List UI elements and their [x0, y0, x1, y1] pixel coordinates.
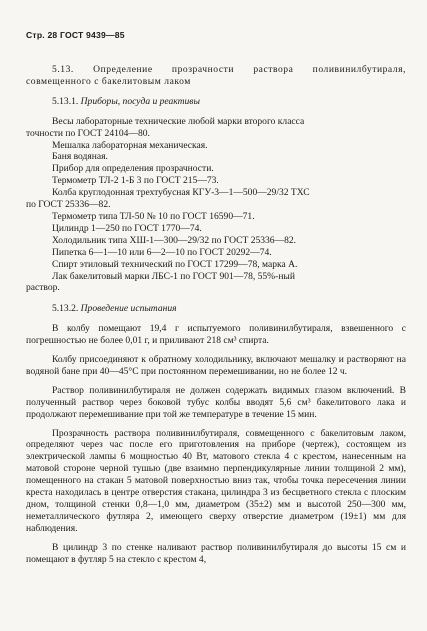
section-heading: 5.13. Определение прозрачности раствора поливинилбутираля, совмещенного с бакелитовым лаком: [26, 64, 406, 87]
paragraph: Раствор поливинилбутираля не должен содержать видимых глазом включений. В полученный раствор через боковой тубус колбы вводят 5,6 см³ бакелитового лака и продолжают перемешивание при той же температуре в течение 15 мин.: [26, 384, 406, 420]
instrument-line: Цилиндр 1—250 по ГОСТ 1770—74.: [52, 222, 202, 234]
subsection-heading-instruments: [26, 96, 406, 108]
subsection-title: Приборы, посуда и реактивы: [80, 95, 200, 107]
subsection-number: 5.13.2.: [52, 303, 79, 315]
paragraph: Колбу присоединяют к обратному холодильнику, включают мешалку и растворяют на водяной бане при 40—45°С при постоянном перемешивании, но не более 12 ч.: [26, 354, 406, 377]
instrument-line: Термометр ТЛ-2 1-Б 3 по ГОСТ 215—73.: [52, 175, 219, 187]
instrument-line: точности по ГОСТ 24104—80.: [26, 127, 150, 139]
paragraph: В колбу помещают 19,4 г испытуемого поливинилбутираля, взвешенного с погрешностью не более 0,01 г, и приливают 218 см³ спирта.: [26, 323, 406, 347]
instrument-line: по ГОСТ 25336—82.: [26, 199, 111, 211]
instrument-line: Весы лабораторные технические любой марки второго класса: [52, 115, 305, 127]
paragraph: Прозрачность раствора поливинилбутираля, совмещенного с бакелитовым лаком, определяют через час после его приготовления на приборе (чертеж), состоящем из электрической лампы 6 мощностью 40 Вт, матового стекла 4 с крестом, нанесенным на матовой стороне черной тушью (две взаимно перпендикулярные линии толщиной 2 мм), помещенного на стакан 5 матовой поверхностью вниз так, чтобы точка пересечения линии креста находилась в центре отверстия стакана, цилиндра 3 из бесцветного стекла с плоским дном, толщиной стенки 0,8—1,0 мм, диаметром (35±2) мм и высотой 250—300 мм, неметаллического футляра 2, имеющего сверху отверстие диаметром (19±1) мм для наблюдения.: [26, 427, 406, 534]
subsection-heading-procedure: [26, 303, 406, 315]
subsection-title: Проведение испытания: [80, 303, 177, 315]
instrument-line: раствор.: [26, 282, 60, 294]
instrument-line: Спирт этиловый технический по ГОСТ 17299—78, марка А.: [52, 258, 298, 270]
instrument-line: Пипетка 6—1—10 или 6—2—10 по ГОСТ 20292—74.: [52, 246, 272, 258]
instrument-line: Прибор для определения прозрачности.: [52, 163, 214, 175]
paragraph: В цилиндр 3 по стенке наливают раствор поливинилбутираля до высоты 15 см и помещают в футляр 5 на стекло с крестом 4,: [26, 541, 406, 565]
instrument-line: Колба круглодонная трехтубусная КГУ-3—1—500—29/32 ТХС: [52, 187, 310, 199]
instrument-line: Баня водяная.: [52, 151, 108, 163]
document-body: [26, 64, 406, 566]
page-header: Стр. 28 ГОСТ 9439—85: [26, 30, 125, 40]
instrument-line: Термометр типа ТЛ-50 № 10 по ГОСТ 16590—71.: [52, 210, 255, 222]
instrument-line: Лак бакелитовый марки ЛБС-1 по ГОСТ 901—78, 55%-ный: [52, 270, 295, 282]
instrument-line: Холодильник типа ХШ-1—300—29/32 по ГОСТ 25336—82.: [52, 234, 297, 246]
instruments-list: [26, 116, 406, 295]
subsection-number: 5.13.1.: [52, 95, 79, 107]
instrument-line: Мешалка лабораторная механическая.: [52, 139, 208, 151]
